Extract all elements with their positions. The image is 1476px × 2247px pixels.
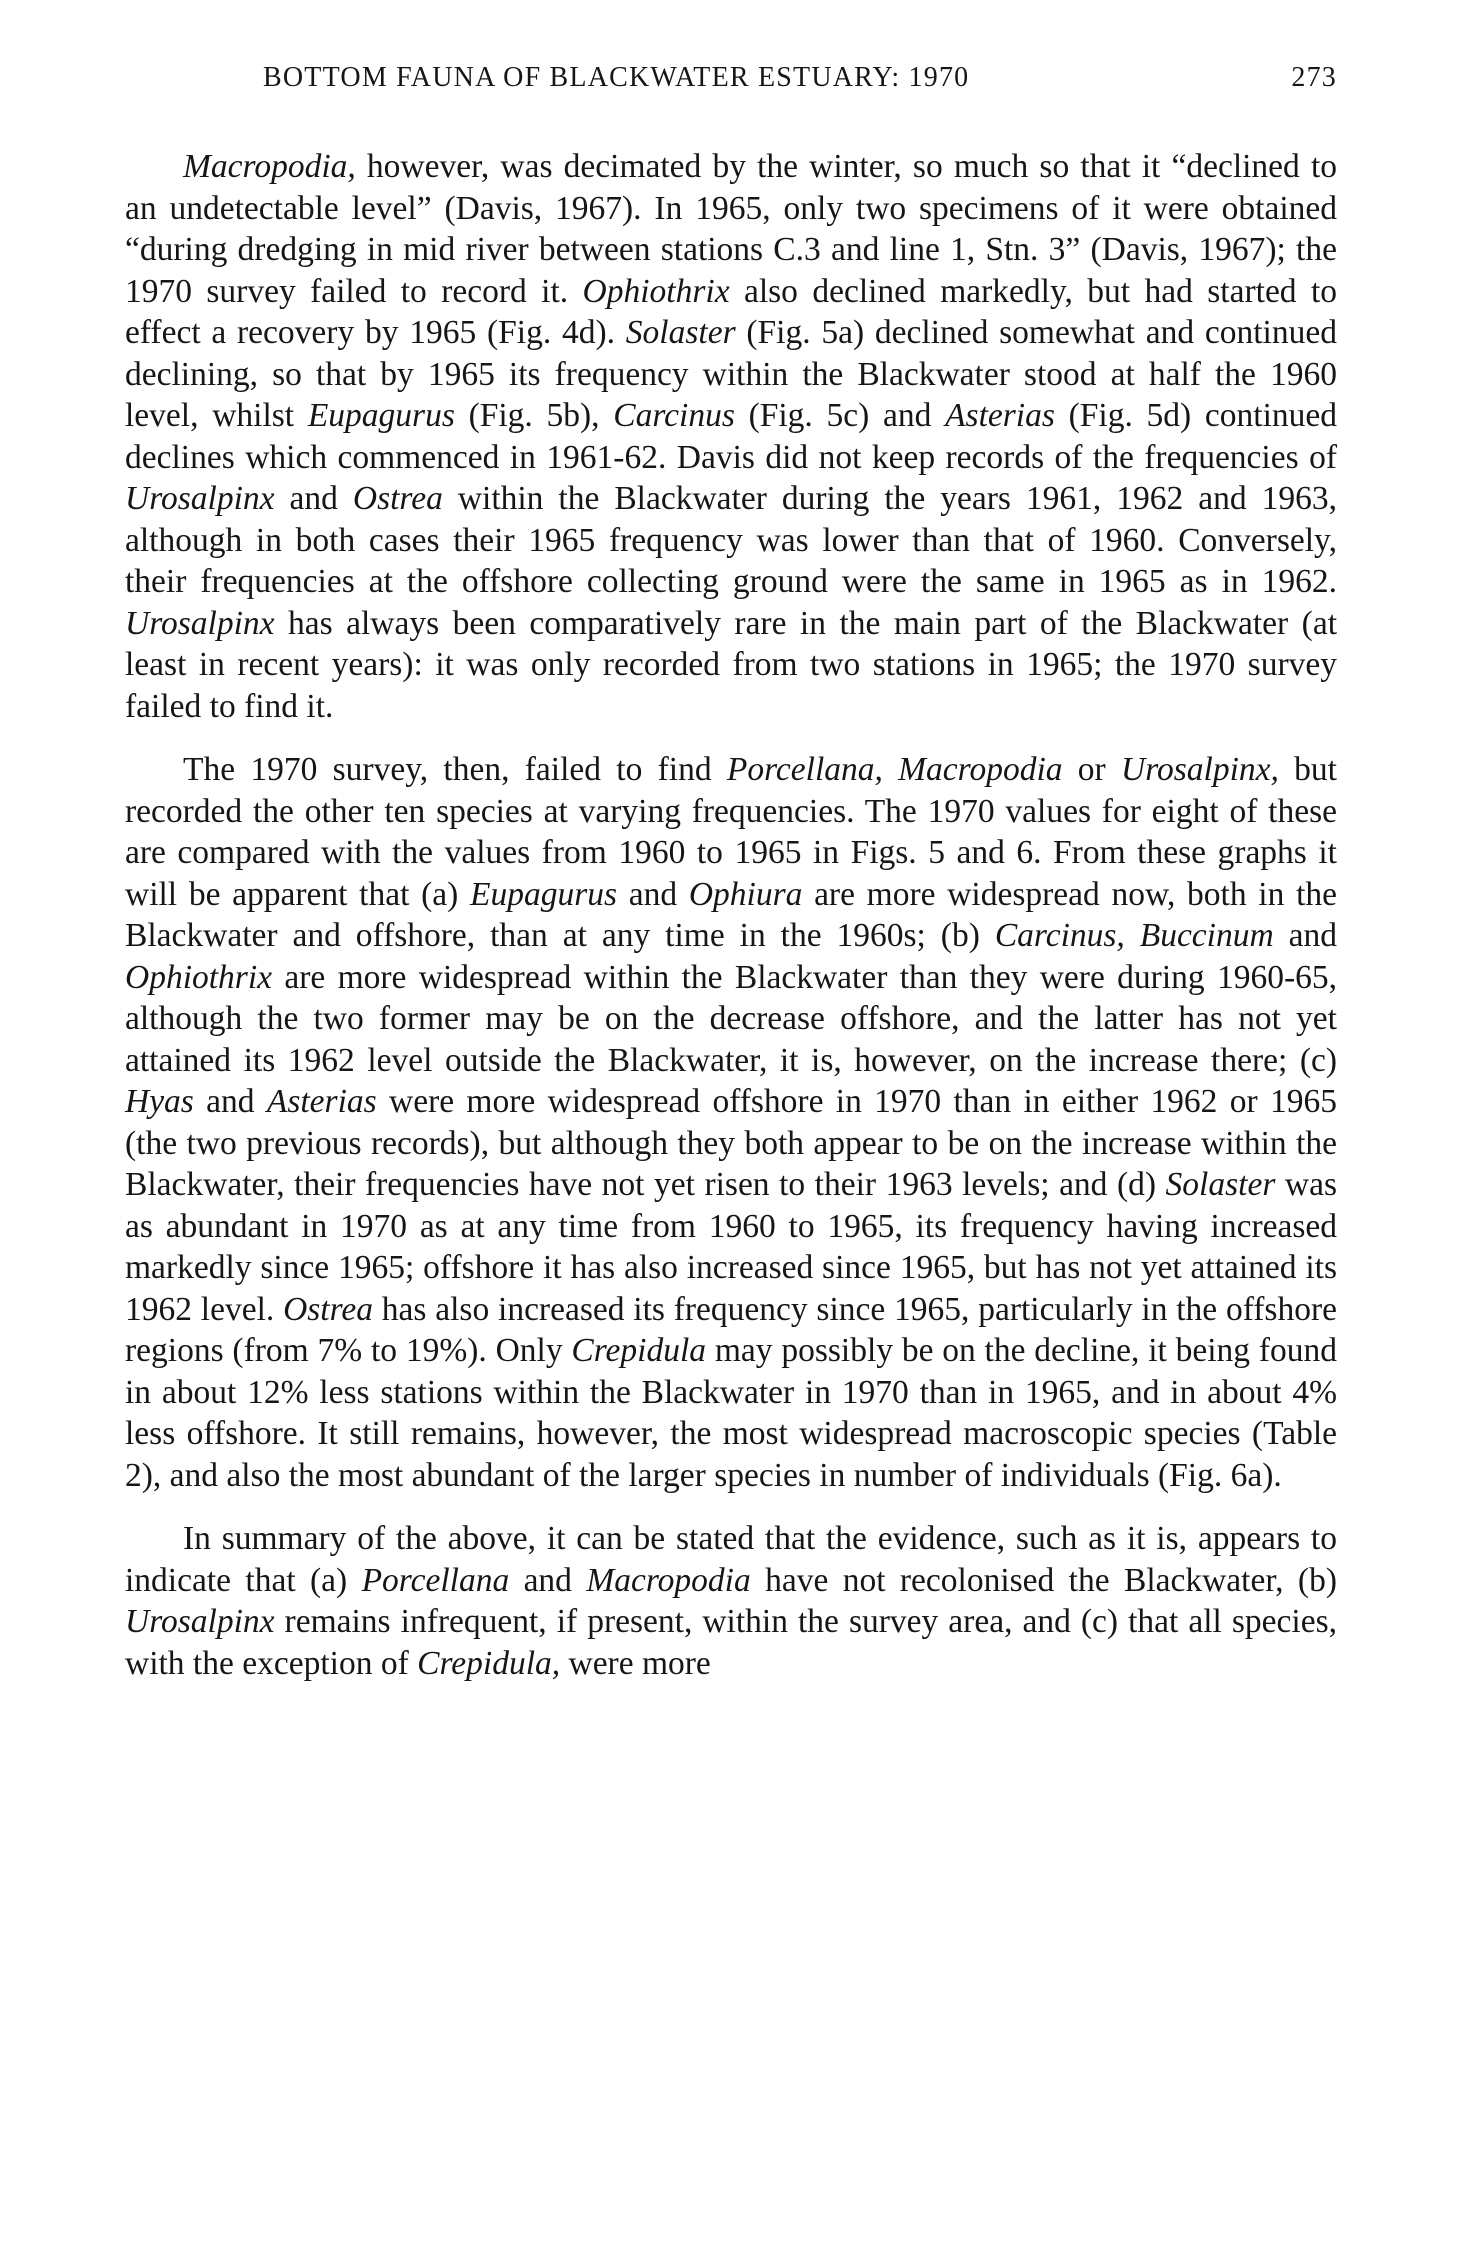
text-run: may possibly be on the decline, it being found in about 12% less stations within the Blackwater in 1970 than in 1965, and in about 4% less offshore. It still remains, however, the most widespread macroscopic species (Table 2), and also the most abundant of the larger species in number of individuals (Fig. 6a).	[125, 1332, 1338, 1494]
text-run: have not recolonised the Blackwater, (b)	[750, 1561, 1337, 1599]
italic-term: Macropodia	[586, 1561, 751, 1599]
text-run: (Fig. 5b),	[454, 397, 614, 434]
text-run: were more widespread offshore in 1970 than in either 1962 or 1965 (the two previous records), but although they both appear to be on the increase within the Blackwater, their frequencies have not yet risen to their 1963 levels; and (d)	[125, 1083, 1337, 1203]
italic-term: Hyas	[125, 1083, 194, 1120]
italic-term: Crepidula,	[417, 1644, 561, 1682]
running-title: BOTTOM FAUNA OF BLACKWATER ESTUARY: 1970	[263, 62, 970, 93]
italic-term: Ophiothrix	[582, 272, 730, 310]
text-run: In summary of the above, it can be stated that the evidence, such as it is, appears to indicate that (a)	[125, 1520, 1337, 1599]
text-run: are more widespread within the Blackwater than they were during 1960-65, although the two former may be on the decrease offshore, and the latter has not yet attained its 1962 level outside the Blackwater, it is, however, on the increase there; (c)	[125, 958, 1337, 1079]
text-run: also declined markedly, but had started to effect a recovery by 1965 (Fig. 4d).	[125, 272, 1338, 351]
paragraph-1	[125, 146, 1337, 727]
italic-term: Urosalpinx,	[1121, 751, 1279, 788]
italic-term: Eupagurus	[469, 875, 618, 913]
italic-term: Urosalpinx	[125, 604, 275, 642]
text-run: were more	[560, 1644, 711, 1682]
text-run: and	[193, 1083, 267, 1120]
text-run: The 1970 survey, then, failed to find	[183, 751, 727, 788]
text-run: has also increased its frequency since 1965, particularly in the offshore regions (from 7% to 19%). Only	[125, 1290, 1337, 1369]
italic-term: Asterias	[945, 397, 1055, 434]
text-run: (Fig. 5a) declined somewhat and continued declining, so that by 1965 its frequency within the Blackwater stood at half the 1960 level, whilst	[125, 314, 1337, 434]
italic-term: Porcellana, Macropodia	[726, 751, 1063, 788]
italic-term: Solaster	[625, 314, 736, 351]
text-run: and	[1273, 917, 1337, 954]
text-run: (Fig. 5d) continued declines which commenced in 1961-62. Davis did not keep records of the frequencies of	[125, 397, 1338, 476]
text-run: and	[509, 1561, 587, 1599]
italic-term: Ophiothrix	[125, 958, 273, 996]
italic-term: Porcellana	[361, 1561, 510, 1599]
italic-term: Eupagurus	[307, 397, 455, 434]
italic-term: Ostrea	[283, 1290, 374, 1328]
italic-term: Carcinus	[613, 397, 735, 434]
text-run: and	[274, 480, 353, 517]
text-run: has always been comparatively rare in the main part of the Blackwater (at least in recent years): it was only recorded from two stations in 1965; the 1970 survey failed to find it.	[125, 604, 1337, 725]
text-run: and	[617, 875, 689, 913]
body-text	[125, 146, 1337, 1684]
text-run: or	[1062, 751, 1121, 788]
text-run: was as abundant in 1970 as at any time from 1960 to 1965, its frequency having increased markedly since 1965; offshore it has also increased since 1965, but has not yet attained its 1962 level.	[125, 1166, 1337, 1328]
italic-term: Solaster	[1165, 1166, 1276, 1203]
italic-term: Macropodia,	[183, 148, 356, 185]
page-number: 273	[1291, 62, 1337, 93]
page	[125, 58, 1337, 1684]
text-run: remains infrequent, if present, within the survey area, and (c) that all species, with the exception of	[125, 1603, 1337, 1682]
text-run: however, was decimated by the winter, so much so that it “declined to an undetectable level” (Davis, 1967). In 1965, only two specimens of it were obtained “during dredging in mid river between stations C.3 and line 1, Stn. 3” (Davis, 1967); the 1970 survey failed to record it.	[125, 148, 1337, 310]
italic-term: Ostrea	[352, 480, 443, 517]
italic-term: Asterias	[266, 1083, 377, 1120]
italic-term: Urosalpinx	[125, 480, 275, 517]
running-head	[125, 58, 1337, 98]
paragraph-3	[125, 1518, 1337, 1684]
italic-term: Urosalpinx	[125, 1603, 275, 1640]
italic-term: Crepidula	[571, 1332, 707, 1369]
paragraph-2	[125, 749, 1337, 1496]
italic-term: Carcinus, Buccinum	[994, 917, 1274, 954]
italic-term: Ophiura	[688, 875, 803, 913]
text-run: but recorded the other ten species at varying frequencies. The 1970 values for eight of these are compared with the values from 1960 to 1965 in Figs. 5 and 6. From these graphs it will be apparent that (a)	[125, 751, 1337, 913]
text-run: are more widespread now, both in the Blackwater and offshore, than at any time in the 1960s; (b)	[125, 875, 1337, 954]
text-run: within the Blackwater during the years 1961, 1962 and 1963, although in both cases their 1965 frequency was lower than that of 1960. Conversely, their frequencies at the offshore collecting ground were the same in 1965 as in 1962.	[125, 480, 1337, 600]
text-run: (Fig. 5c) and	[734, 397, 946, 434]
